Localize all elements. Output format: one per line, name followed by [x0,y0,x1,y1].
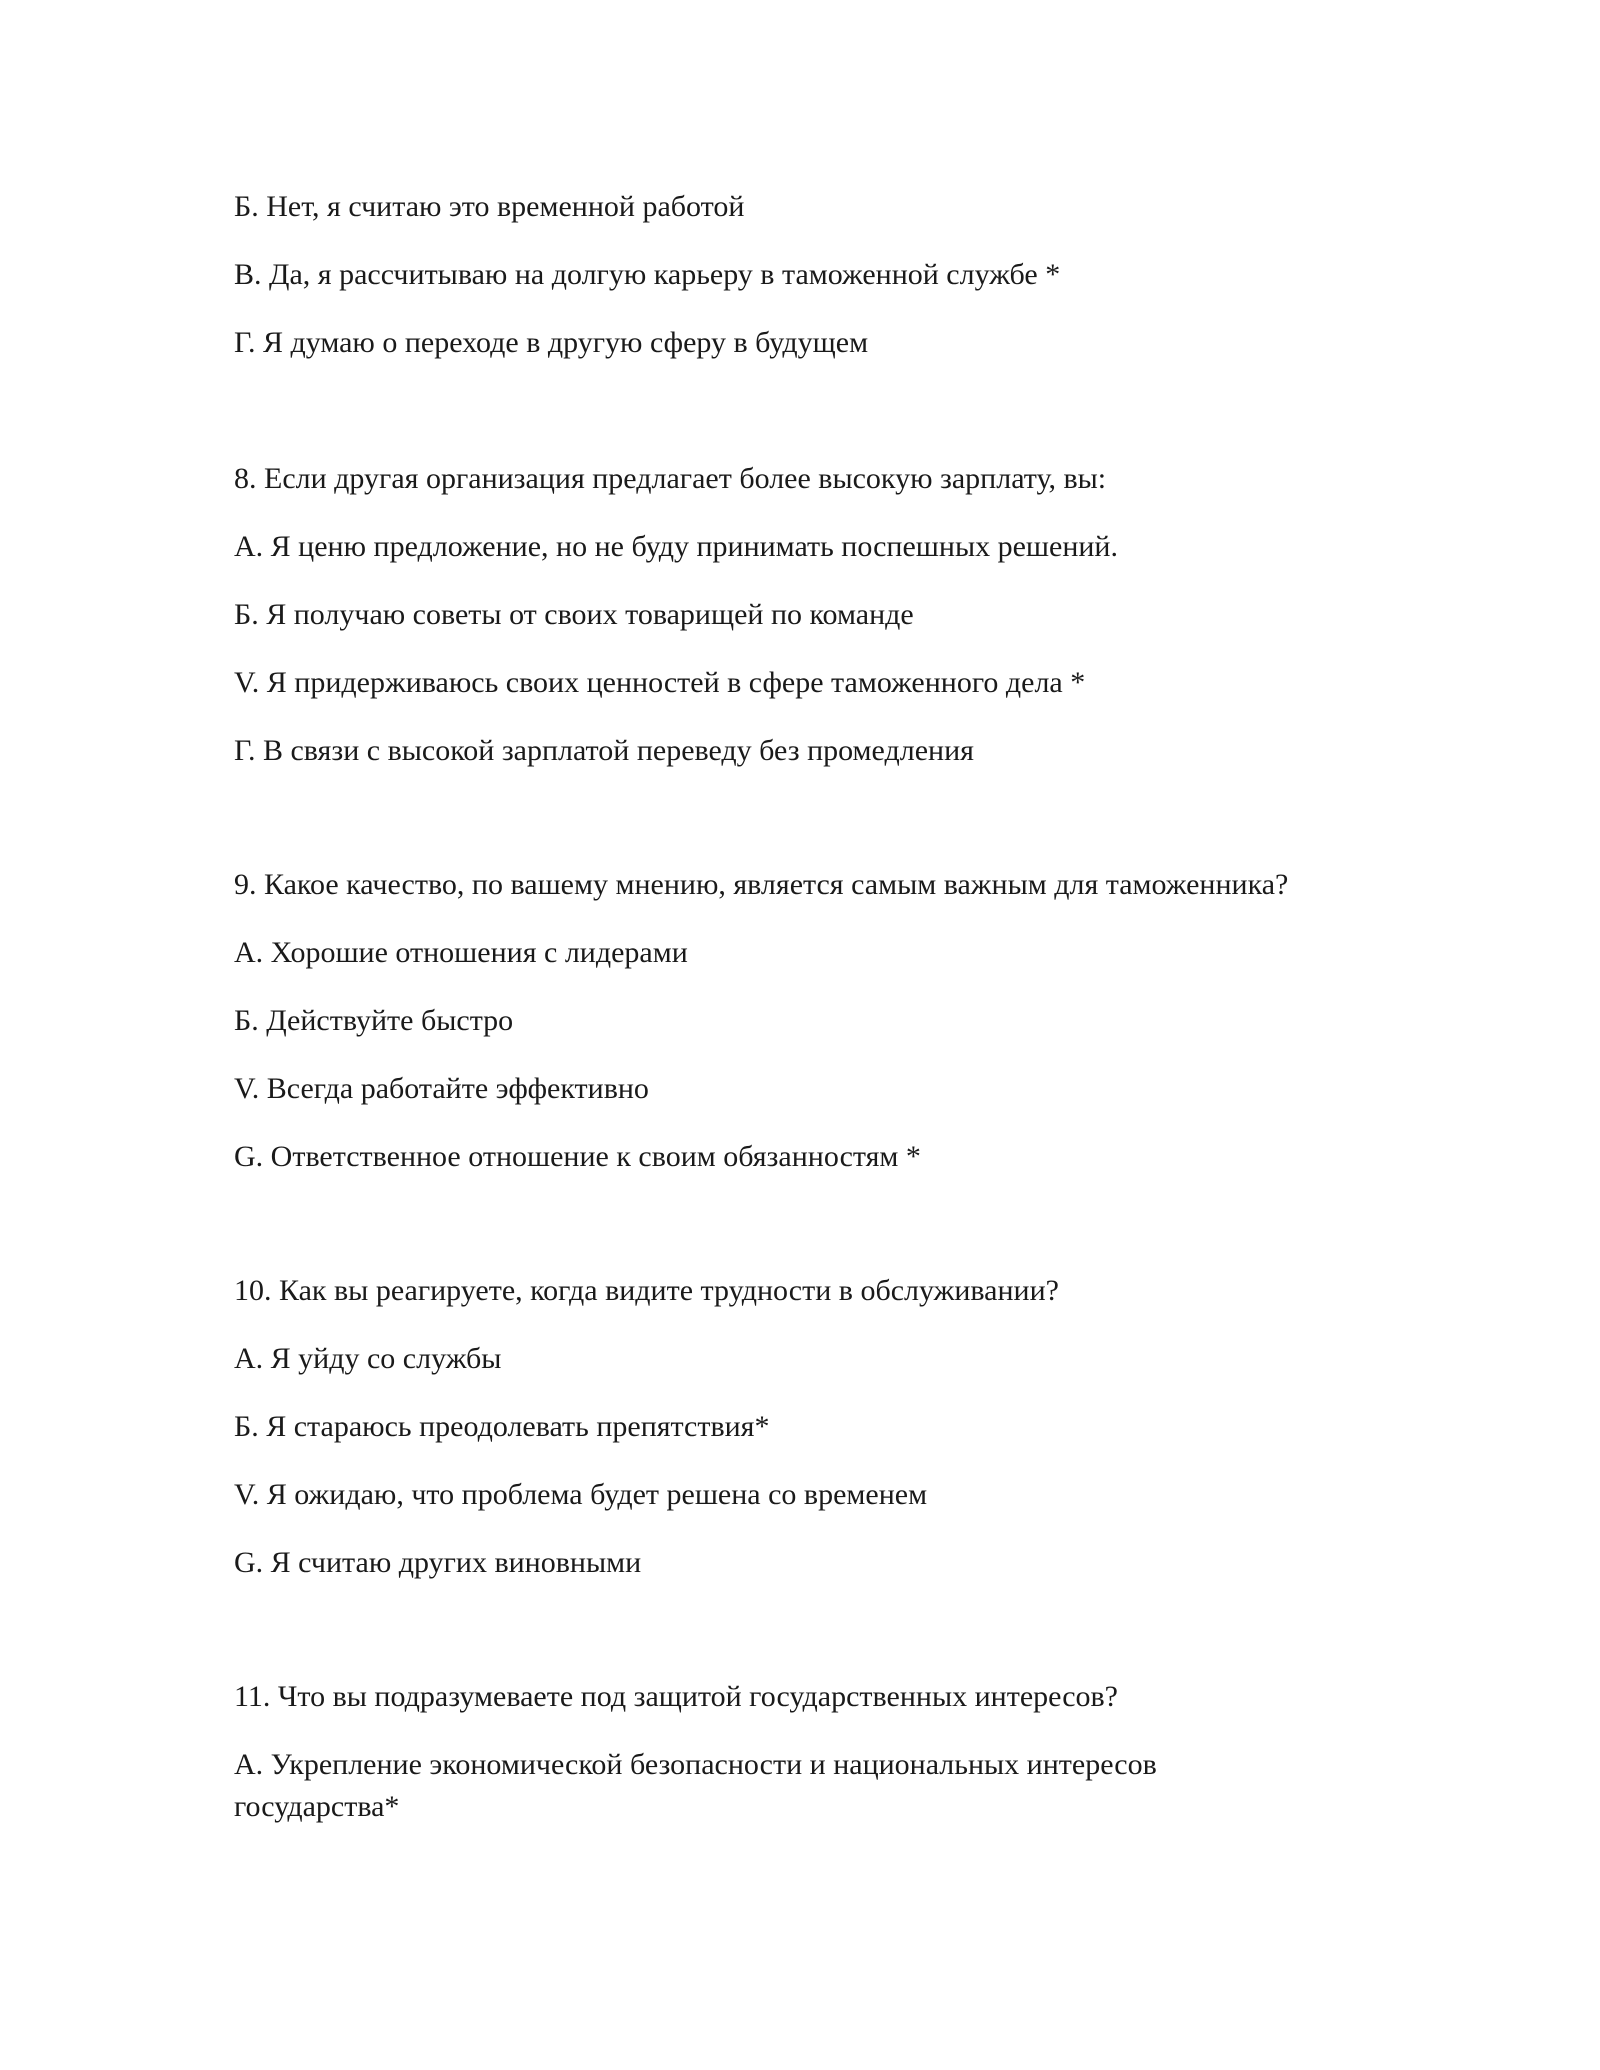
q11-option-a: А. Укрепление экономической безопасности и национальных интересов государства* [234,1748,1157,1823]
q7-option-g: Г. Я думаю о переходе в другую сферу в будущем [234,326,869,359]
q8-option-v: V. Я придерживаюсь своих ценностей в сфере таможенного дела * [234,666,1086,699]
q10-option-v: V. Я ожидаю, что проблема будет решена со временем [234,1478,928,1511]
q8-question: 8. Если другая организация предлагает более высокую зарплату, вы: [234,462,1107,495]
q10-option-b: Б. Я стараюсь преодолевать препятствия* [234,1410,770,1443]
q9-option-g: G. Ответственное отношение к своим обязанностям * [234,1140,921,1173]
q11-question: 11. Что вы подразумеваете под защитой государственных интересов? [234,1680,1118,1713]
q8-option-a: А. Я ценю предложение, но не буду принимать поспешных решений. [234,530,1118,563]
q10-option-g: G. Я считаю других виновными [234,1546,642,1579]
q7-option-v: В. Да, я рассчитываю на долгую карьеру в таможенной службе * [234,258,1061,291]
q9-option-v: V. Всегда работайте эффективно [234,1072,649,1105]
q10-question: 10. Как вы реагируете, когда видите трудности в обслуживании? [234,1274,1059,1307]
q10-option-a: А. Я уйду со службы [234,1342,502,1375]
q7-option-b: Б. Нет, я считаю это временной работой [234,190,745,223]
q9-option-a: А. Хорошие отношения с лидерами [234,936,688,969]
q9-option-b: Б. Действуйте быстро [234,1004,514,1037]
q8-option-b: Б. Я получаю советы от своих товарищей по команде [234,598,914,631]
q8-option-g: Г. В связи с высокой зарплатой переведу без промедления [234,734,974,767]
q9-question: 9. Какое качество, по вашему мнению, является самым важным для таможенника? [234,868,1289,901]
